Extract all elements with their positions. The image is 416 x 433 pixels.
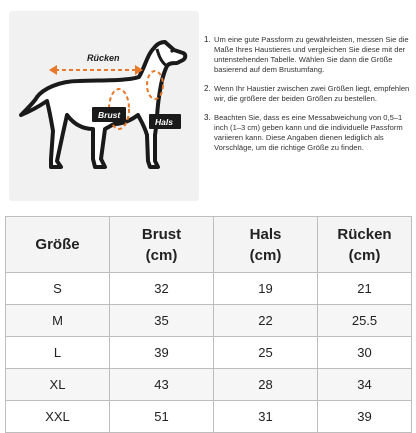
instruction-text: Wenn Ihr Haustier zwischen zwei Größen liegt, empfehlen wir, die größere der beiden Größen zu bestellen. [214,84,410,103]
table-header-row [6,217,412,273]
instruction-item [202,84,412,104]
cell-chest: 51 [110,401,214,433]
instruction-number: 1. [204,35,211,44]
cell-neck: 28 [214,369,318,401]
cell-back: 34 [318,369,412,401]
table-row [6,337,412,369]
instruction-number: 3. [204,113,211,122]
header-chest: Brust (cm) [110,217,214,273]
cell-size: L [6,337,110,369]
table-row [6,401,412,433]
cell-neck: 31 [214,401,318,433]
back-arrow-left-head [49,65,57,75]
instruction-item [202,113,412,153]
header-neck: Hals (cm) [214,217,318,273]
table-row [6,305,412,337]
table-row [6,369,412,401]
header-size: Größe [6,217,110,273]
back-label: Rücken [87,53,120,63]
instruction-text: Beachten Sie, dass es eine Messabweichung von 0,5–1 inch (1–3 cm) geben kann und die individuelle Passform variieren kann. Diese Angaben dienen lediglich als Vorschläge, um die richtige Größe zu finden. [214,113,403,152]
cell-back: 21 [318,273,412,305]
size-table-container [5,216,411,433]
cell-neck: 19 [214,273,318,305]
cell-back: 25.5 [318,305,412,337]
neck-label: Hals [155,117,173,127]
chest-label: Brust [98,110,121,120]
instruction-item [202,35,412,75]
cell-size: XXL [6,401,110,433]
cell-size: S [6,273,110,305]
cell-size: XL [6,369,110,401]
header-back: Rücken (cm) [318,217,412,273]
instructions-list [202,35,412,162]
dog-measurement-diagram [9,11,199,201]
cell-size: M [6,305,110,337]
cell-neck: 22 [214,305,318,337]
instruction-number: 2. [204,84,211,93]
cell-back: 30 [318,337,412,369]
table-row [6,273,412,305]
cell-neck: 25 [214,337,318,369]
dog-eye [170,49,173,52]
cell-chest: 32 [110,273,214,305]
cell-chest: 35 [110,305,214,337]
dog-illustration [9,11,199,201]
size-table [5,216,412,433]
cell-back: 39 [318,401,412,433]
cell-chest: 39 [110,337,214,369]
instruction-text: Um eine gute Passform zu gewährleisten, messen Sie die Maße Ihres Haustieres und vergleichen Sie diese mit der untenstehenden Tabelle. Wählen Sie dann die Größe basierend auf dem Brustumfang. [214,35,409,74]
cell-chest: 43 [110,369,214,401]
top-section [0,0,416,212]
